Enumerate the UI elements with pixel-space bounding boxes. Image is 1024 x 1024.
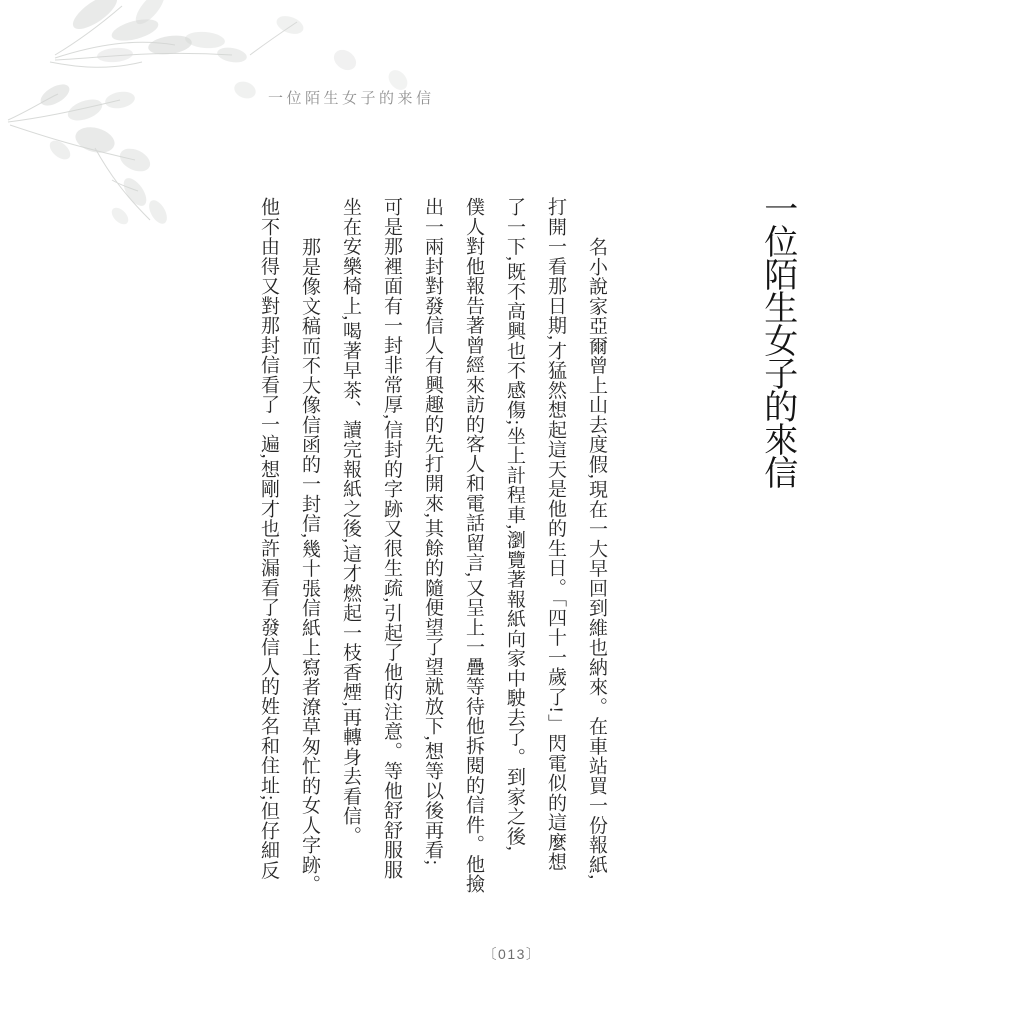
chapter-title: 一位陌生女子的來信 (758, 191, 796, 488)
text-column: 打開一看那日期,才猛然想起這天是他的生日。「四十一歲了!」閃電似的這麼想 (545, 197, 566, 872)
text-column: 名小說家亞爾曾上山去度假,現在一大早回到維也納來。在車站買一份報紙, (586, 237, 607, 880)
text-column: 出一兩封對發信人有興趣的先打開來,其餘的隨便望了望就放下,想等以後再看; (422, 197, 443, 866)
text-column: 了一下,既不高興也不感傷;坐上計程車,瀏覽著報紙向家中駛去了。到家之後, (504, 197, 525, 852)
text-column: 僕人對他報告著曾經來訪的客人和電話留言,又呈上一疊等待他拆閱的信件。他撿 (463, 197, 484, 894)
body-text-block (247, 197, 617, 917)
text-column: 他不由得又對那封信看了一遍,想剛才也許漏看了發信人的姓名和住址;但仔細反 (258, 197, 279, 881)
text-column: 那是像文稿而不大像信函的一封信,幾十張信紙上寫者潦草匆忙的女人字跡。 (299, 237, 320, 895)
text-column: 坐在安樂椅上,喝著早茶、讀完報紙之後,這才燃起一枝香煙,再轉身去看信。 (340, 197, 361, 846)
page-number: 〔013〕 (482, 946, 542, 962)
running-header: 一位陌生女子的来信 (268, 90, 435, 107)
text-column: 可是那裡面有一封非常厚,信封的字跡又很生疏,引起了他的注意。等他舒舒服服 (381, 197, 402, 880)
